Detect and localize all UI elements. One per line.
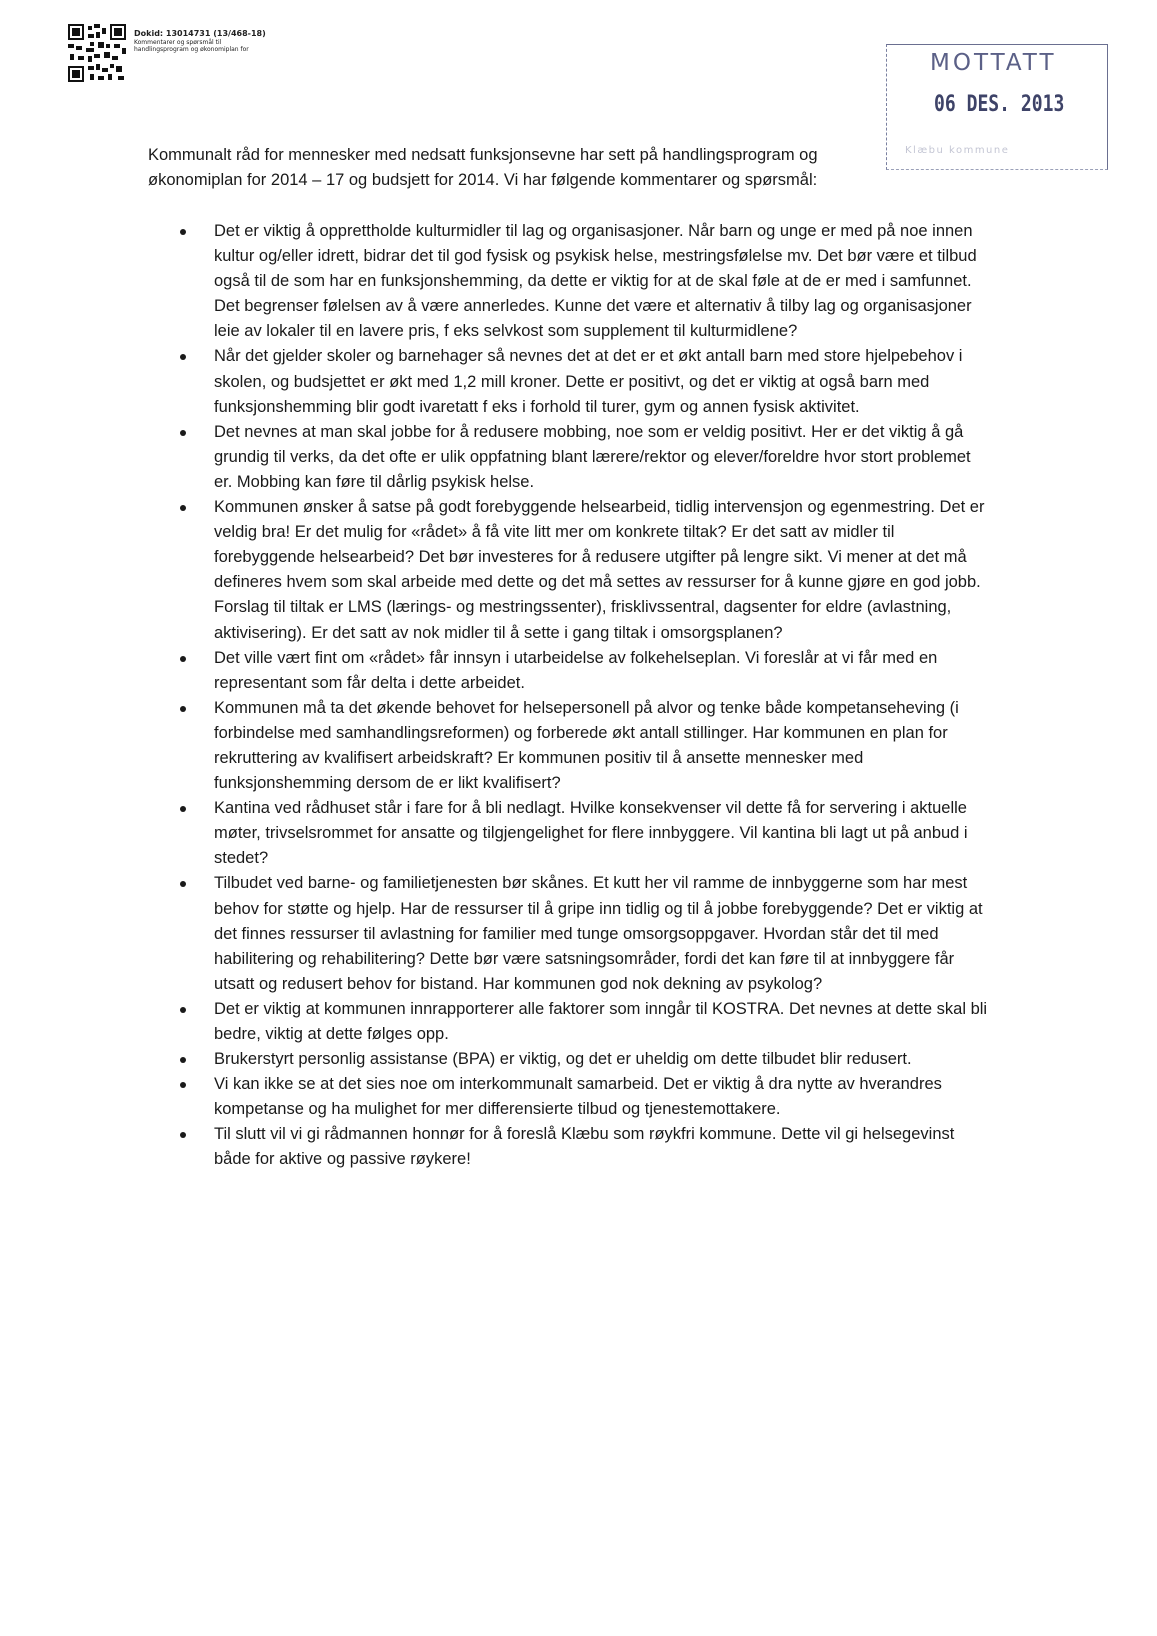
list-item bbox=[152, 344, 992, 419]
bullet-dot-icon bbox=[180, 706, 186, 712]
list-item-text: Når det gjelder skoler og barnehager så nevnes det at det er et økt antall barn med store hjelpebehov i skolen, og budsjettet er økt med 1,2 mill kroner. Dette er positivt, og det er viktig at også barn med funksjonshemming blir godt ivaretatt f eks i forhold til turer, gym og annen fysisk aktivitet. bbox=[214, 347, 963, 416]
doc-id: Dokid: 13014731 (13/468-18) bbox=[134, 29, 266, 38]
list-item bbox=[152, 1122, 992, 1172]
bullet-dot-icon bbox=[180, 505, 186, 511]
intro-line-1: Kommunalt råd for mennesker med nedsatt funksjonsevne har sett på handlingsprogram og bbox=[148, 146, 818, 164]
doc-description-1: Kommentarer og spørsmål til bbox=[134, 39, 222, 46]
comment-list bbox=[152, 219, 992, 1173]
list-item bbox=[152, 696, 992, 796]
list-item bbox=[152, 796, 992, 871]
bullet-dot-icon bbox=[180, 806, 186, 812]
stamp-faint-text: Klæbu kommune bbox=[905, 145, 1010, 156]
list-item bbox=[152, 219, 992, 344]
list-item bbox=[152, 1047, 992, 1072]
list-item-text: Til slutt vil vi gi rådmannen honnør for å foreslå Klæbu som røykfri kommune. Dette vil gi helsegevinst både for aktive og passive røykere! bbox=[214, 1125, 955, 1169]
list-item-text: Det er viktig å opprettholde kulturmidler til lag og organisasjoner. Når barn og unge er med på noe innen kultur og/eller idrett, bidrar det til god fysisk og psykisk helse, mestringsfølelse mv. Det bør være et tilbud også til de som har en funksjonshemming, da dette er viktig for at de skal føle at de er med i samfunnet. Det begrenser følelsen av å være annerledes. Kunne det være et alternativ å tilby lag og organisasjoner leie av lokaler til en lavere pris, f eks selvkost som supplement til kulturmidlene? bbox=[214, 222, 977, 341]
intro-line-2: økonomiplan for 2014 – 17 og budsjett for 2014. Vi har følgende kommentarer og spørsmål: bbox=[148, 171, 818, 189]
stamp-date: 06 DES. 2013 bbox=[934, 92, 1065, 117]
list-item bbox=[152, 1072, 992, 1122]
document-info bbox=[134, 28, 334, 53]
bullet-dot-icon bbox=[180, 354, 186, 360]
list-item-text: Det nevnes at man skal jobbe for å redusere mobbing, noe som er veldig positivt. Her er det viktig å gå grundig til verks, da det ofte er ulik oppfatning blant lærere/rektor og elever/foreldre hvor stort problemet er. Mobbing kan føre til dårlig psykisk helse. bbox=[214, 422, 971, 491]
bullet-dot-icon bbox=[180, 656, 186, 662]
list-item bbox=[152, 646, 992, 696]
list-item-text: Brukerstyrt personlig assistanse (BPA) er viktig, og det er uheldig om dette tilbudet blir redusert. bbox=[214, 1050, 912, 1069]
bullet-dot-icon bbox=[180, 881, 186, 887]
bullet-dot-icon bbox=[180, 1082, 186, 1088]
qr-code-icon bbox=[68, 24, 126, 82]
list-item-text: Kommunen ønsker å satse på godt forebyggende helsearbeid, tidlig intervensjon og egenmestring. Det er veldig bra! Er det mulig for «rådet» å få vite litt mer om konkrete tiltak? Er det satt av midler til forebyggende helsearbeid? Det bør investeres for å redusere utgifter på lengre sikt. Vi mener at det må defineres hvem som skal arbeide med dette og det må settes av ressurser for å kunne gjøre en god jobb. Forslag til tiltak er LMS (lærings- og mestringssenter), frisklivssentral, dagsenter for eldre (avlastning, aktivisering). Er det satt av nok midler til å sette i gang tiltak i omsorgsplanen? bbox=[214, 498, 985, 642]
list-item-text: Kantina ved rådhuset står i fare for å bli nedlagt. Hvilke konsekvenser vil dette få for servering i aktuelle møter, trivselsrommet for ansatte og tilgjengelighet for flere innbyggere. Vil kantina bli lagt ut på anbud i stedet? bbox=[214, 799, 968, 868]
stamp-title: MOTTATT bbox=[930, 50, 1057, 76]
list-item-text: Tilbudet ved barne- og familietjenesten bør skånes. Et kutt her vil ramme de innbyggerne som har mest behov for støtte og hjelp. Har de ressurser til å gripe inn tidlig og til å jobbe forebyggende? Det er viktig at det finnes ressurser til avlastning for familier med tunge omsorgsoppgaver. Hvordan står det til med habilitering og rehabilitering? Dette bør være satsningsområder, fordi det kan føre til at innbyggere får utsatt og redusert behov for bistand. Har kommunen god nok dekning av psykolog? bbox=[214, 874, 983, 993]
list-item bbox=[152, 420, 992, 495]
list-item-text: Kommunen må ta det økende behovet for helsepersonell på alvor og tenke både kompetanseheving (i forbindelse med samhandlingsreformen) og forberede økt antall stillinger. Har kommunen en plan for rekruttering av kvalifisert arbeidskraft? Er kommunen positiv til å ansette mennesker med funksjonshemming dersom de er likt kvalifisert? bbox=[214, 698, 959, 793]
list-item-text: Det er viktig at kommunen innrapporterer alle faktorer som inngår til KOSTRA. Det nevnes at dette skal bli bedre, viktig at dette følges opp. bbox=[214, 999, 988, 1043]
list-item-text: Vi kan ikke se at det sies noe om interkommunalt samarbeid. Det er viktig å dra nytte av hverandres kompetanse og ha mulighet for mer differensierte tilbud og tjenestemottakere. bbox=[214, 1075, 942, 1119]
doc-description-2: handlingsprogram og økonomiplan for bbox=[134, 46, 249, 53]
list-item bbox=[152, 495, 992, 646]
bullet-dot-icon bbox=[180, 1132, 186, 1138]
intro-paragraph bbox=[148, 143, 918, 193]
list-item bbox=[152, 871, 992, 996]
bullet-dot-icon bbox=[180, 1057, 186, 1063]
bullet-dot-icon bbox=[180, 1007, 186, 1013]
bullet-dot-icon bbox=[180, 430, 186, 436]
bullet-dot-icon bbox=[180, 229, 186, 235]
list-item bbox=[152, 997, 992, 1047]
list-item-text: Det ville vært fint om «rådet» får innsyn i utarbeidelse av folkehelseplan. Vi foreslår at vi får med en representant som får delta i dette arbeidet. bbox=[214, 648, 938, 692]
